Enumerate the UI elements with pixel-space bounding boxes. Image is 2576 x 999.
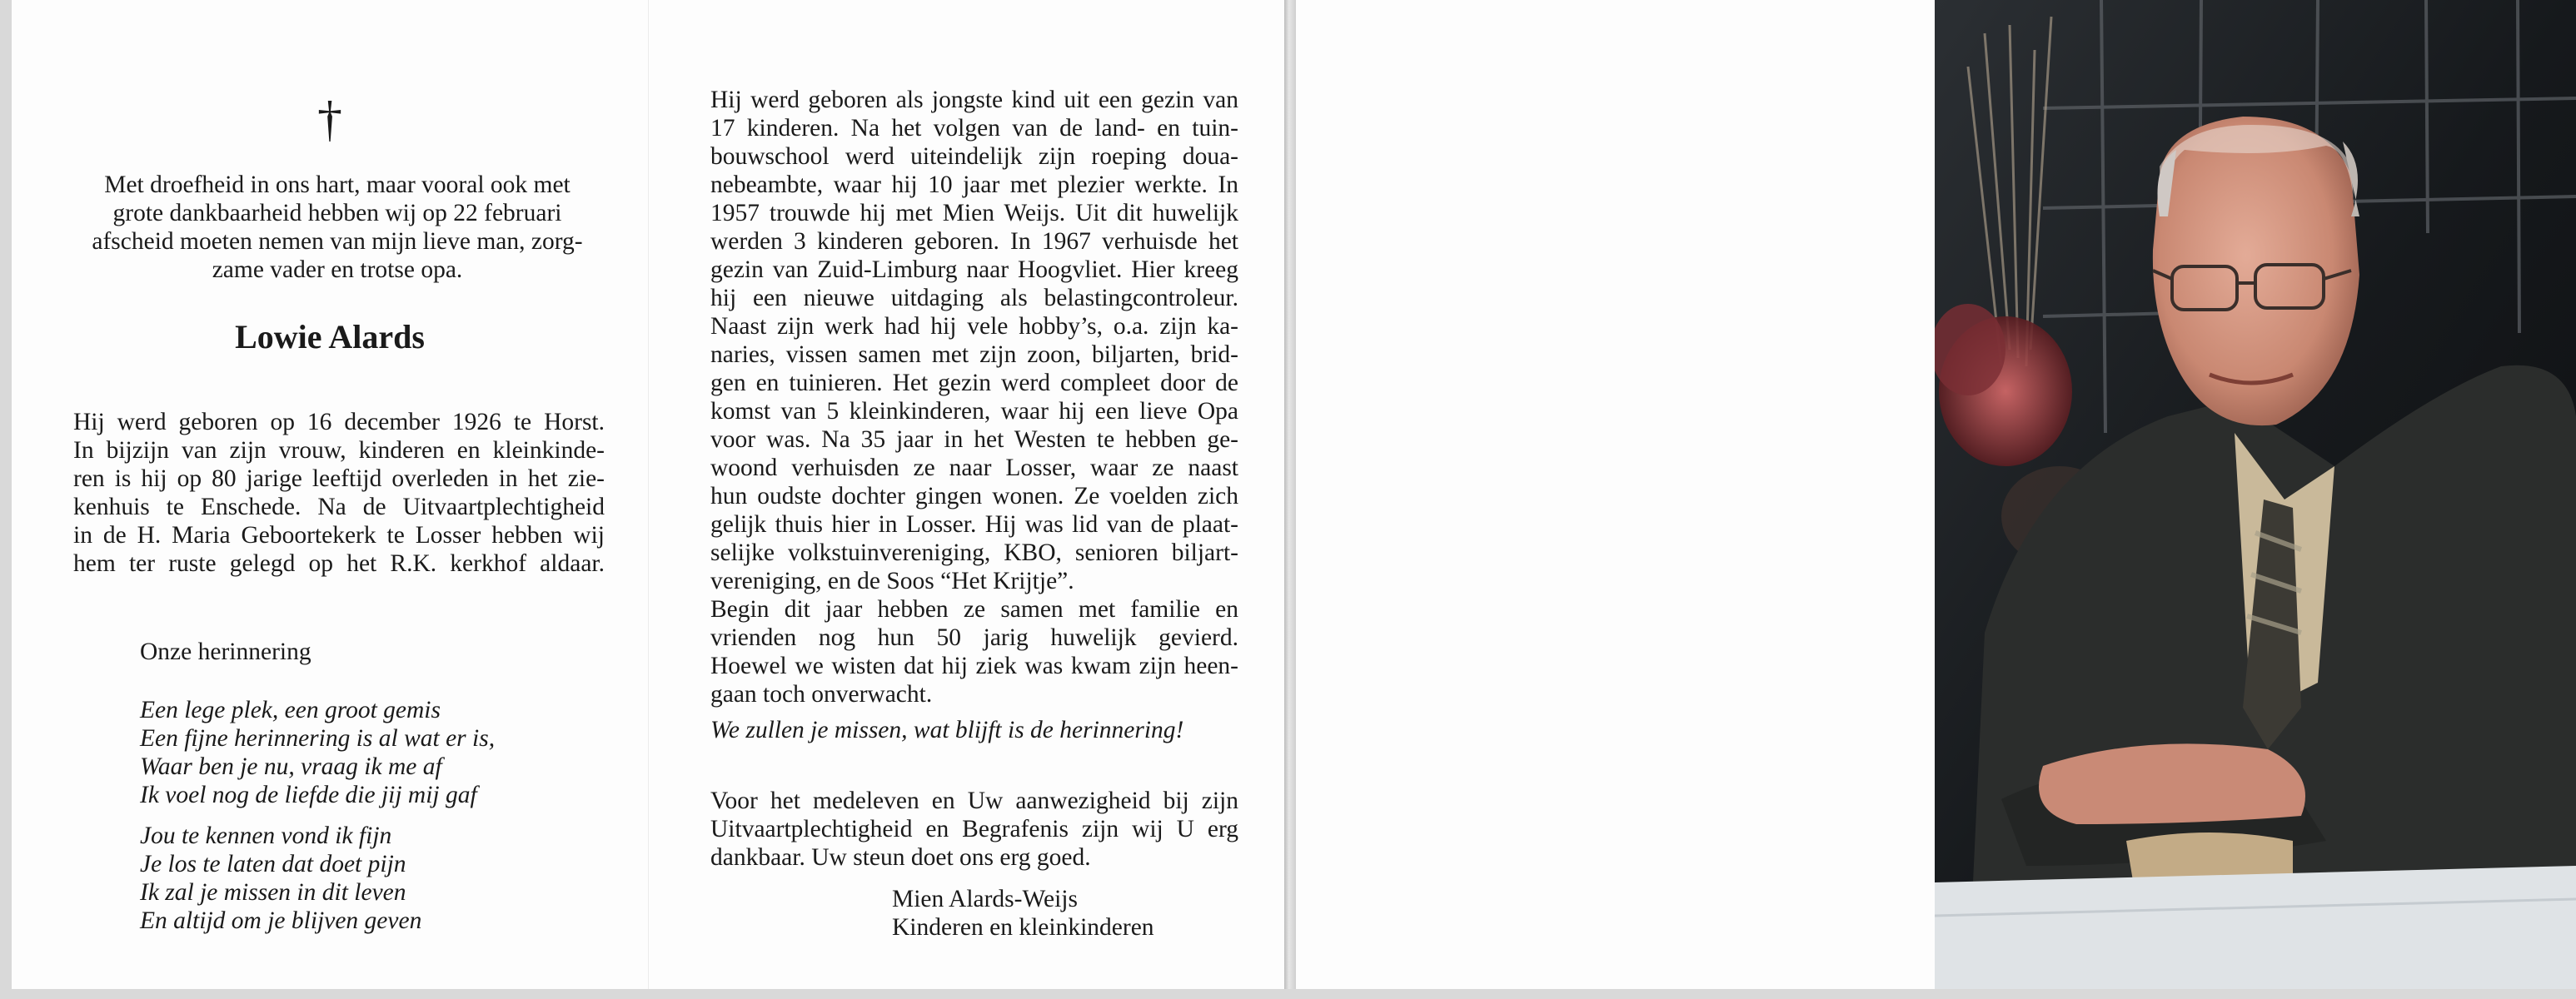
life-story-line: gaan toch onverwacht.: [710, 681, 933, 708]
intro-line: afscheid moeten nemen van mijn lieve man, zorg-: [92, 228, 583, 255]
life-story-line: gelijk thuis hier in Losser. Hij was lid van de plaat-: [710, 511, 1238, 538]
right-text-panel: [648, 0, 1285, 989]
poem-line: Ik zal je missen in dit leven: [140, 879, 406, 906]
signature: [892, 885, 1154, 942]
life-story-line: Begin dit jaar hebben ze samen met familie en: [710, 596, 1238, 623]
memorial-card-inner: [12, 0, 1284, 989]
thanks-line: Uitvaartplechtigheid en Begrafenis zijn wij U erg: [710, 816, 1238, 842]
bio-text: [73, 408, 605, 578]
thanks-text: [710, 787, 1238, 872]
intro-line: zame vader en trotse opa.: [212, 256, 463, 283]
life-story-line: woond verhuisden ze naar Losser, waar ze naast: [710, 455, 1238, 481]
left-text-panel: [12, 0, 648, 989]
poem-line: Ik voel nog de liefde die jij mij gaf: [140, 782, 477, 808]
life-story-text: [710, 86, 1238, 708]
life-story-line: Hoewel we wisten dat hij ziek was kwam zijn heen-: [710, 653, 1238, 679]
memory-title: Onze herinnering: [140, 639, 311, 665]
portrait-photo: [1935, 0, 2576, 989]
life-story-line: bouwschool werd uiteindelijk zijn roeping doua-: [710, 143, 1238, 170]
poem-line: Je los te laten dat doet pijn: [140, 851, 406, 877]
life-story-line: naries, vissen samen met zijn zoon, biljarten, brid-: [710, 341, 1238, 368]
life-story-line: selijke volkstuinvereniging, KBO, senioren biljart-: [710, 539, 1238, 566]
bio-line: hem ter ruste gelegd op het R.K. kerkhof aldaar.: [73, 550, 605, 577]
bio-line: ren is hij op 80 jarige leeftijd overleden in het zie-: [73, 465, 605, 492]
card-gap: [1284, 0, 1296, 989]
poem-stanza-1: [140, 696, 606, 809]
signature-line: Kinderen en kleinkinderen: [892, 914, 1154, 941]
cross-symbol: †: [317, 92, 342, 147]
bio-line: in de H. Maria Geboortekerk te Losser hebben wij: [73, 522, 605, 549]
poem-stanza-2: [140, 822, 606, 935]
life-story-line: vrienden nog hun 50 jarig huwelijk gevierd.: [710, 624, 1238, 651]
bio-line: In bijzijn van zijn vrouw, kinderen en kleinkinde-: [73, 437, 605, 464]
poem-line: Jou te kennen vond ik fijn: [140, 823, 392, 849]
life-story-line: werden 3 kinderen geboren. In 1967 verhuisde het: [710, 228, 1238, 255]
thanks-line: Voor het medeleven en Uw aanwezigheid bij zijn: [710, 788, 1238, 814]
life-story-line: gen en tuinieren. Het gezin werd compleet door de: [710, 370, 1238, 396]
poem-line: Een fijne herinnering is al wat er is,: [140, 725, 496, 752]
poem-line: Waar ben je nu, vraag ik me af: [140, 753, 442, 780]
portrait-illustration: [1935, 0, 2576, 989]
life-story-line: gezin van Zuid-Limburg naar Hoogvliet. Hier kreeg: [710, 256, 1238, 283]
intro-line: Met droefheid in ons hart, maar vooral ook met: [104, 171, 571, 198]
thanks-line: dankbaar. Uw steun doet ons erg goed.: [710, 844, 1091, 871]
closing-quote: We zullen je missen, wat blijft is de herinnering!: [710, 717, 1184, 743]
intro-text: [70, 171, 605, 284]
life-story-line: nebeambte, waar hij 10 jaar met plezier werkte. In: [710, 171, 1238, 198]
life-story-line: 17 kinderen. Na het volgen van de land- en tuin-: [710, 115, 1238, 142]
life-story-line: komst van 5 kleinkinderen, waar hij een lieve Opa: [710, 398, 1238, 425]
intro-line: grote dankbaarheid hebben wij op 22 februari: [112, 200, 562, 226]
life-story-line: 1957 trouwde hij met Mien Weijs. Uit dit huwelijk: [710, 200, 1238, 226]
signature-line: Mien Alards-Weijs: [892, 886, 1078, 912]
deceased-name: Lowie Alards: [235, 318, 425, 355]
life-story-line: hij een nieuwe uitdaging als belastingcontroleur.: [710, 285, 1238, 311]
life-story-line: hun oudste dochter gingen wonen. Ze voelden zich: [710, 483, 1238, 509]
bio-line: kenhuis te Enschede. Na de Uitvaartplechtigheid: [73, 494, 605, 520]
life-story-line: vereniging, en de Soos “Het Krijtje”.: [710, 568, 1074, 594]
life-story-line: Hij werd geboren als jongste kind uit een gezin van: [710, 87, 1238, 113]
poem-line: En altijd om je blijven geven: [140, 907, 422, 934]
poem-line: Een lege plek, een groot gemis: [140, 697, 441, 723]
life-story-line: voor was. Na 35 jaar in het Westen te hebben ge-: [710, 426, 1238, 453]
bio-line: Hij werd geboren op 16 december 1926 te Horst.: [73, 409, 605, 435]
life-story-line: Naast zijn werk had hij vele hobby’s, o.a. zijn ka-: [710, 313, 1238, 340]
